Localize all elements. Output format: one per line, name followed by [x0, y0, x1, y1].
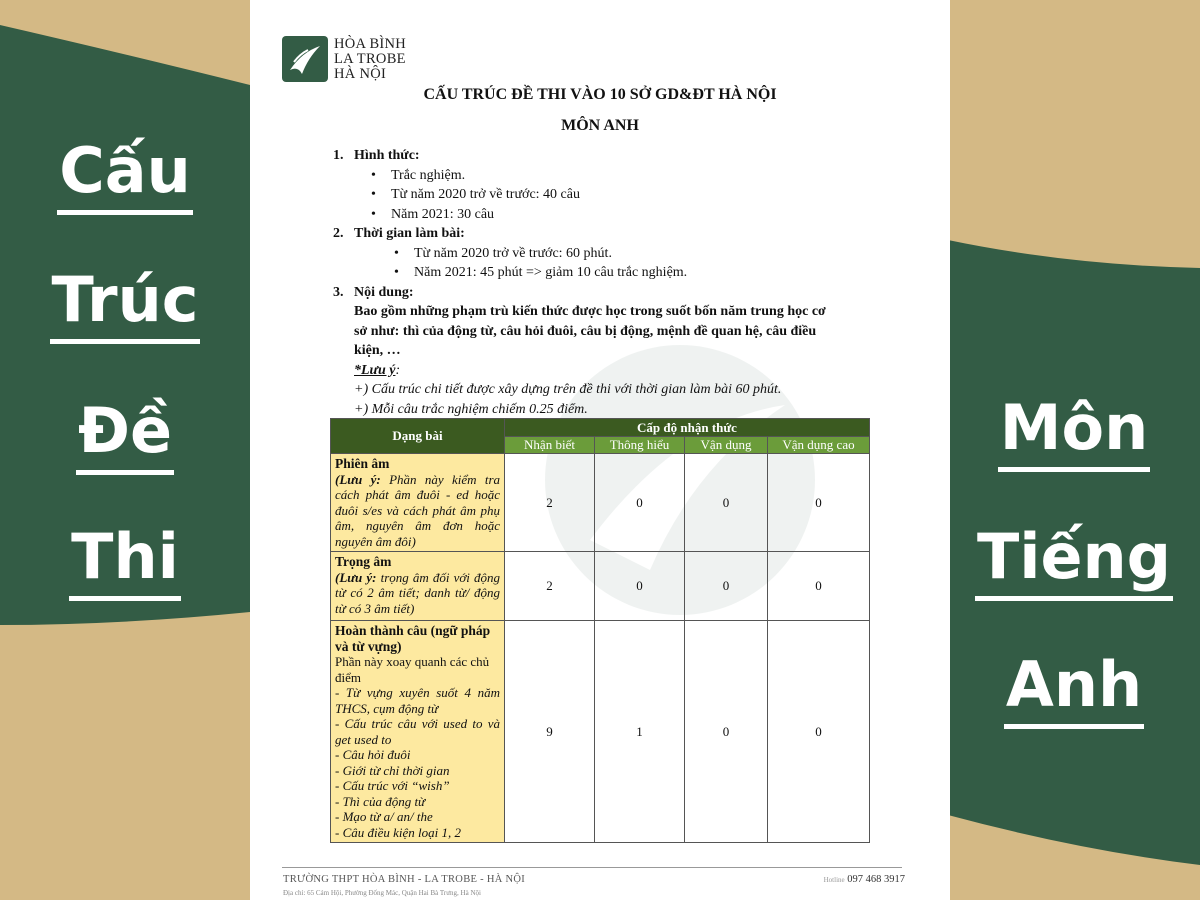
table-row [331, 454, 870, 552]
table-cell: 0 [595, 454, 685, 552]
document-subtitle: MÔN ANH [561, 117, 639, 134]
table-cell: 0 [595, 552, 685, 621]
table-cell: 2 [505, 454, 595, 552]
structure-table [330, 418, 870, 843]
table-header-level: Vận dụng cao [768, 437, 870, 454]
left-title-panel [0, 0, 250, 900]
table-cell: 0 [685, 621, 768, 843]
left-word-3: Đề [0, 396, 250, 475]
table-cell: 0 [768, 621, 870, 843]
left-word-1: Cấu [0, 136, 250, 215]
footer-divider [282, 867, 902, 868]
table-cell: 0 [768, 454, 870, 552]
table-cell: 0 [768, 552, 870, 621]
table-cell: 0 [685, 552, 768, 621]
content-paragraph: Bao gồm những phạm trù kiến thức được học trong suốt bốn năm trung học cơ sở như: thì của động từ, câu hỏi đuôi, câu bị động, mệnh đề quan hệ, câu điều kiện, … [354, 304, 826, 358]
table-row [331, 621, 870, 843]
list-item: • Năm 2021: 30 câu [371, 206, 495, 222]
school-logo [282, 36, 406, 82]
right-word-2: Tiếng [948, 522, 1200, 601]
footer-hotline: Hotline 097 468 3917 [823, 874, 905, 885]
footer-address: Địa chỉ: 65 Cảm Hội, Phường Đống Mác, Quận Hai Bà Trưng, Hà Nội [283, 889, 481, 897]
document-content [333, 146, 873, 419]
left-word-4: Thi [0, 522, 250, 601]
list-item: • Từ năm 2020 trở về trước: 40 câu [371, 187, 580, 202]
right-word-1: Môn [948, 393, 1200, 472]
bird-logo-icon [282, 36, 328, 82]
document-title: CẤU TRÚC ĐỀ THI VÀO 10 SỞ GD&ĐT HÀ NỘI [423, 86, 777, 103]
list-item: • Từ năm 2020 trở về trước: 60 phút. [394, 245, 612, 261]
section-heading: 1. Hình thức: [333, 148, 420, 163]
list-item: • Trắc nghiệm. [371, 167, 466, 183]
right-word-3: Anh [948, 650, 1200, 729]
row-category: Phiên âm (Lưu ý: Phần này kiểm tra cách phát âm đuôi - ed hoặc đuôi s/es và cách phát âm phụ âm, nguyên âm đơn hoặc nguyên âm đôi) [331, 454, 505, 552]
table-cell: 2 [505, 552, 595, 621]
footer-school-name: TRƯỜNG THPT HÒA BÌNH - LA TROBE - HÀ NỘI [283, 874, 526, 885]
section-heading: 3. Nội dung: [333, 284, 414, 300]
table-row [331, 552, 870, 621]
table-header-level: Vận dụng [685, 437, 768, 454]
table-header-level: Nhận biết [505, 437, 595, 454]
document-page [250, 0, 950, 900]
logo-text: HÒA BÌNH LA TROBE HÀ NỘI [334, 35, 407, 82]
list-item: • Năm 2021: 45 phút => giảm 10 câu trắc nghiệm. [394, 265, 688, 280]
note: *Lưu ý: +) Cấu trúc chi tiết được xây dựng trên đề thi với thời gian làm bài 60 phút. +) Mỗi câu trắc nghiệm chiếm 0.25 điểm. [354, 362, 782, 417]
table-cell: 9 [505, 621, 595, 843]
table-header-level: Thông hiểu [595, 437, 685, 454]
left-word-2: Trúc [0, 265, 250, 344]
section-heading: 2. Thời gian làm bài: [333, 226, 465, 241]
table-cell: 1 [595, 621, 685, 843]
row-category: Hoàn thành câu (ngữ pháp và từ vựng) Phần này xoay quanh các chủ điểm - Từ vựng xuyên suốt 4 năm THCS, cụm động từ - Cấu trúc câu với used to và get used to - Câu hỏi đuôi - Giới từ chỉ thời gian - Cấu trúc với “wish” - Thì của động từ - Mạo từ a/ an/ the - Câu điều kiện loại 1, 2 [331, 621, 505, 843]
row-category: Trọng âm (Lưu ý: trọng âm đối với động từ có 2 âm tiết; danh từ/ động từ có 3 âm tiết) [331, 552, 505, 621]
right-title-panel [948, 0, 1200, 900]
table-header-type: Dạng bài [331, 419, 505, 454]
table-header-group: Cấp độ nhận thức [505, 419, 870, 437]
table-cell: 0 [685, 454, 768, 552]
